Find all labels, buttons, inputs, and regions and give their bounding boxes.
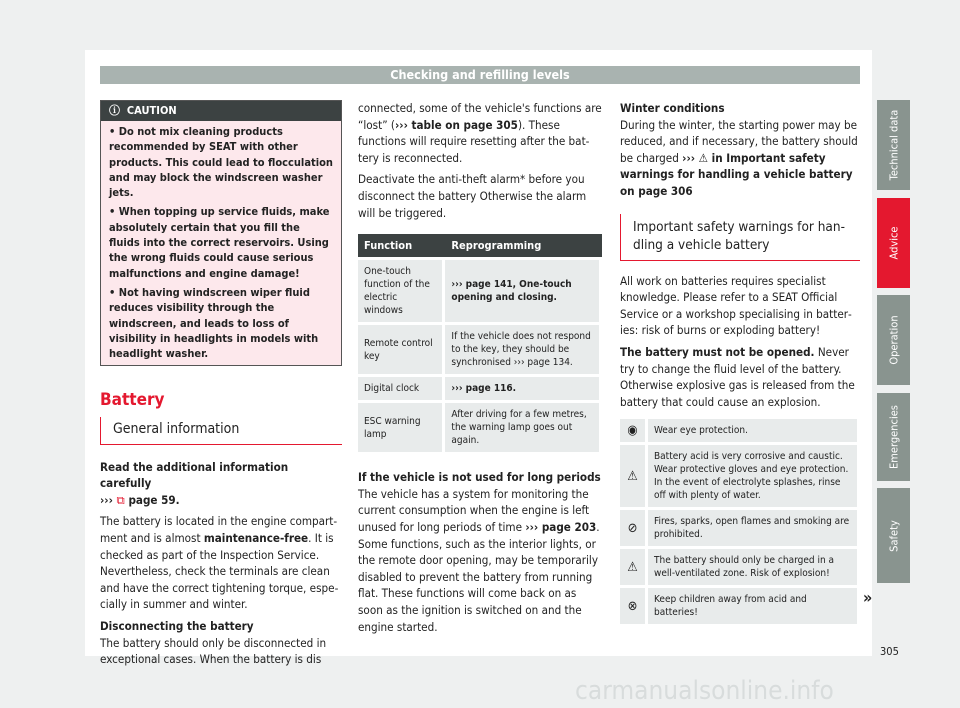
table-link[interactable]: ››› table on page 305 xyxy=(394,117,518,132)
explosion-warning-icon: ⚠ xyxy=(620,549,648,585)
caution-item: • Do not mix cleaning products recommended by SEAT with other products. This could lead to flocculation and may block the windscreen washer jets. xyxy=(109,125,333,200)
keep-children-away-icon: ⊗ xyxy=(620,588,648,624)
left-column xyxy=(100,100,342,673)
table-row: One-touch function of the electric windows ››› page 141, One-touch opening and closing. xyxy=(358,260,602,322)
book-reference-icon: ⧉ xyxy=(116,492,125,507)
page-number: 305 xyxy=(880,645,899,658)
paragraph: During the winter, the starting power may be reduced, and if necessary, the battery should be charged ››› ⚠ in Important safety warnings for handling a vehicle battery on page 306 xyxy=(620,117,858,198)
tab-emergencies[interactable]: Emergencies xyxy=(877,393,910,481)
table-row: Digital clock ››› page 116. xyxy=(358,377,602,400)
watermark: carmanualsonline.info xyxy=(575,676,834,706)
paragraph-heading: If the vehicle is not used for long periods xyxy=(358,470,601,485)
corrosive-warning-icon: ⚠ xyxy=(620,445,648,507)
table-row: ⊘ Fires, sparks, open flames and smoking are prohibited. xyxy=(620,510,860,546)
table-row: ⚠ Battery acid is very corrosive and caustic. Wear protective gloves and eye protection. In the event of electrolyte splashes, rinse off with plenty of water. xyxy=(620,445,860,507)
reprogramming-table: Function Reprogramming One-touch function of the electric windows ››› page 141, One-touch opening and closing. Remote control key If the vehicle does not respond to the key, they should be synchronised ››› page 134. Digital clock ››› page 116. ESC warning lamp After driving for a few metres, the warning lamp goes out again. xyxy=(358,231,602,455)
paragraph-heading: Disconnecting the battery xyxy=(100,618,254,633)
tab-operation[interactable]: Operation xyxy=(877,295,910,385)
caution-item: • Not having windscreen wiper fluid reduces visibility through the windscreen, and leads to loss of visibility in headlights in models with headlight washer. xyxy=(109,285,319,361)
eye-protection-icon: ◉ xyxy=(620,419,648,442)
continue-icon: » xyxy=(863,588,873,607)
subsection-title: General information xyxy=(100,417,342,445)
running-header: Checking and refilling levels xyxy=(100,66,860,84)
table-row: ESC warning lamp After driving for a few metres, the warning lamp goes out again. xyxy=(358,403,602,452)
right-column xyxy=(620,100,860,627)
caution-title: CAUTION xyxy=(126,104,177,117)
paragraph: Deactivate the anti-theft alarm* before you disconnect the battery Otherwise the alarm will be triggered. xyxy=(358,172,587,220)
paragraph: connected, some of the vehicle's functions are “lost” (››› table on page 305). These functions will require resetting after the battery is reconnected. xyxy=(358,101,602,165)
table-row: ⊗ Keep children away from acid and batteries! xyxy=(620,588,860,624)
paragraph: The battery must not be opened. Never try to change the fluid level of the battery. Otherwise explosive gas is released from the battery that could cause an explosion. xyxy=(620,344,855,409)
subsection-title: Important safety warnings for handling a vehicle battery xyxy=(620,214,860,261)
page-link[interactable]: ››› page 203 xyxy=(525,519,597,534)
read-more-link[interactable]: page 59. xyxy=(124,492,180,507)
read-more-note: Read the additional information carefully ››› ⧉ page 59. xyxy=(100,459,289,507)
warning-symbols-table xyxy=(620,416,860,627)
middle-column xyxy=(358,100,602,640)
paragraph: The battery should only be disconnected in exceptional cases. When the battery is dis xyxy=(100,635,327,667)
tab-safety[interactable]: Safety xyxy=(877,488,910,583)
paragraph-heading: Winter conditions xyxy=(620,101,725,115)
table-row: ⚠ The battery should only be charged in a well-ventilated zone. Risk of explosion! xyxy=(620,549,860,585)
caution-item: • When topping up service fluids, make absolutely certain that you fill the fluids into the correct reservoirs. Using the wrong fluids could cause serious malfunctions and engine damage! xyxy=(109,205,330,280)
table-row: ◉ Wear eye protection. xyxy=(620,419,860,442)
warning-link[interactable]: ››› ⚠ in Important safety warnings for handling a vehicle battery on page 306 xyxy=(620,150,853,198)
tab-advice[interactable]: Advice xyxy=(877,198,910,288)
caution-icon: ⓘ xyxy=(109,104,120,117)
paragraph: The battery is located in the engine compartment and is almost maintenance-free. It is checked as part of the Inspection Service. Nevertheless, check the terminals are clean and have the correct tightening torque, especially in summer and winter. xyxy=(100,514,339,612)
paragraph: The vehicle has a system for monitoring the current consumption when the engine is left unused for long periods of time ››› page 203. Some functions, such as the interior lights, or the remote door opening, may be temporarily disabled to prevent the battery from running flat. These functions will come back on as soon as the ignition is switched on and the engine started. xyxy=(358,486,600,634)
paragraph: All work on batteries requires specialist knowledge. Please refer to a SEAT Official Service or a workshop specialising in batteries: risk of burns or exploding battery! xyxy=(620,273,852,338)
no-fire-icon: ⊘ xyxy=(620,510,648,546)
section-title: Battery xyxy=(100,390,165,411)
caution-box xyxy=(100,100,342,366)
tab-technical-data[interactable]: Technical data xyxy=(877,100,910,190)
table-row: Remote control key If the vehicle does not respond to the key, they should be synchronised ››› page 134. xyxy=(358,325,602,374)
